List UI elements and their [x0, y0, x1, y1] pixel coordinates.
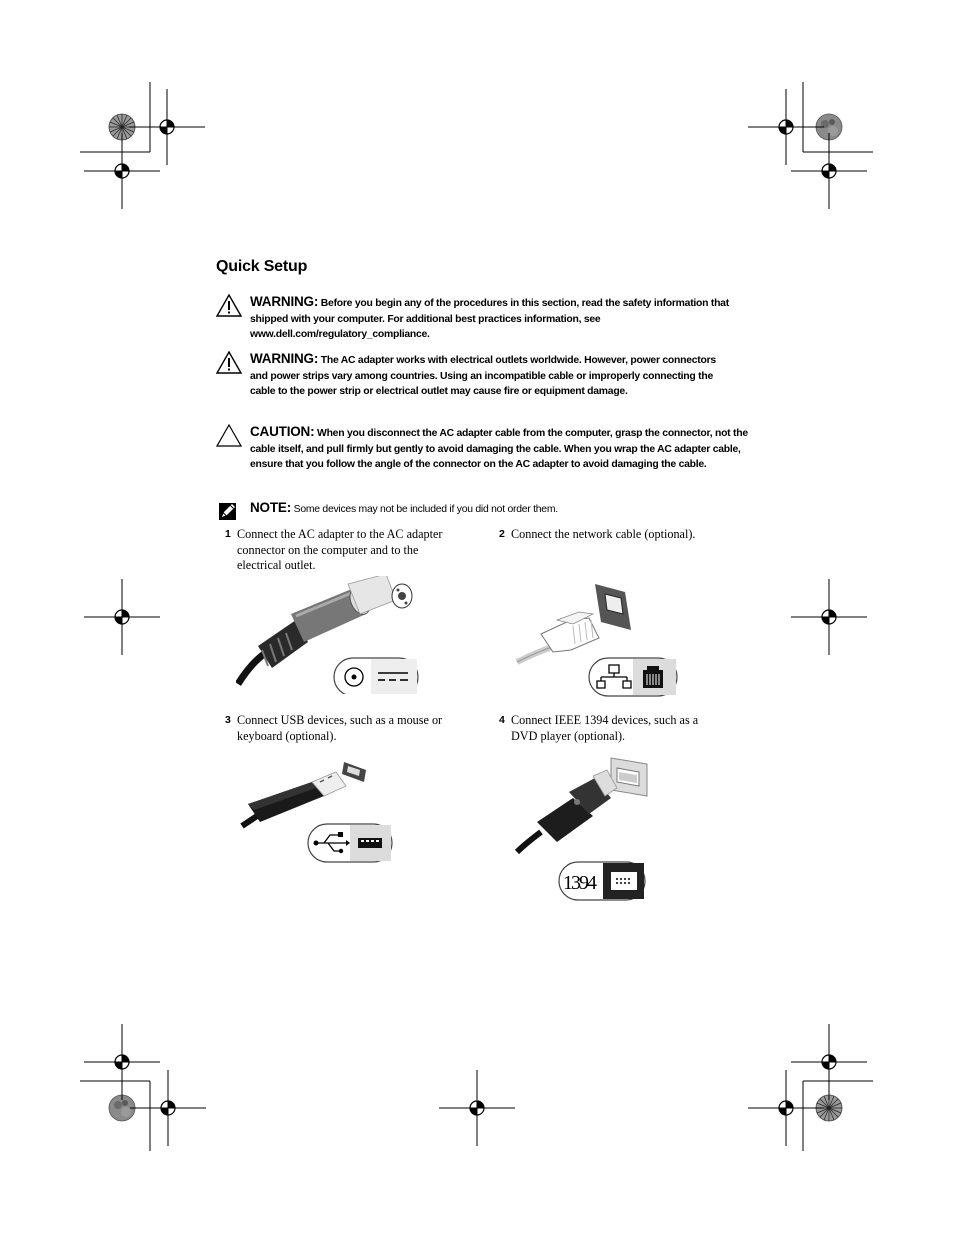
usb-symbol-icon: [308, 824, 392, 862]
dc-power-symbol-icon: [334, 658, 418, 694]
step-number: 2: [499, 528, 505, 540]
step-number: 1: [225, 528, 231, 540]
usb-port-icon: [342, 762, 366, 782]
step-text: Connect the network cable (optional).: [511, 527, 696, 541]
dc-jack-icon: [392, 584, 412, 608]
step-text: Connect USB devices, such as a mouse or keyboard (optional).: [237, 713, 443, 743]
warning-notice-1: [216, 294, 756, 343]
note-text: Some devices may not be included if you did not order them.: [293, 504, 558, 515]
warning-text: Before you begin any of the procedures in this section, read the safety information that shipped with your computer. For additional best practices information, see www.dell.com/regulatory_compliance.: [250, 298, 729, 341]
caution-triangle-icon: [216, 424, 242, 448]
note-notice: [216, 499, 756, 518]
step-1: [225, 527, 460, 574]
step-text: Connect IEEE 1394 devices, such as a DVD player (optional).: [511, 713, 699, 743]
ieee1394-symbol-icon: [559, 862, 645, 900]
rj45-plug-icon: [517, 612, 599, 662]
step-number: 3: [225, 714, 231, 726]
network-cable-illustration: [513, 578, 681, 700]
rj45-port-icon: [595, 584, 631, 630]
step-4: [499, 713, 714, 744]
network-symbol-icon: [589, 658, 677, 696]
caution-label: CAUTION:: [250, 424, 315, 439]
ac-adapter-illustration: [236, 576, 426, 694]
warning-label: WARNING:: [250, 294, 319, 309]
warning-label: WARNING:: [250, 351, 319, 366]
note-label: NOTE:: [250, 500, 291, 515]
step-text: Connect the AC adapter to the AC adapter connector on the computer and to the electrical outlet.: [237, 527, 443, 573]
ieee1394-port-icon: [611, 758, 647, 796]
step-2: [499, 527, 739, 543]
usb-plug-icon: [242, 772, 346, 826]
warning-text: The AC adapter works with electrical outlets worldwide. However, power connectors and power strips vary among countries. Using an incompatible cable or improperly connecting the cable to the power strip or electrical outlet may cause fire or equipment damage.: [250, 355, 716, 398]
note-pencil-icon: [216, 500, 238, 522]
step-3: [225, 713, 460, 744]
ieee1394-plug-icon: [517, 770, 617, 852]
usb-illustration: [240, 752, 396, 864]
step-number: 4: [499, 714, 505, 726]
caution-notice: [216, 424, 756, 473]
warning-triangle-icon: [216, 294, 242, 318]
page-title: Quick Setup: [216, 258, 308, 275]
warning-triangle-icon: [216, 351, 242, 375]
ieee1394-badge-text: 1394: [563, 872, 595, 894]
warning-notice-2: [216, 351, 756, 400]
caution-text: When you disconnect the AC adapter cable from the computer, grasp the connector, not the cable itself, and pull firmly but gently to avoid damaging the cable. When you wrap the AC adapter cable, ensure that you follow the angle of the connector on the AC adapter to avoid damaging the cable.: [250, 428, 748, 471]
ieee1394-illustration: [513, 752, 653, 904]
